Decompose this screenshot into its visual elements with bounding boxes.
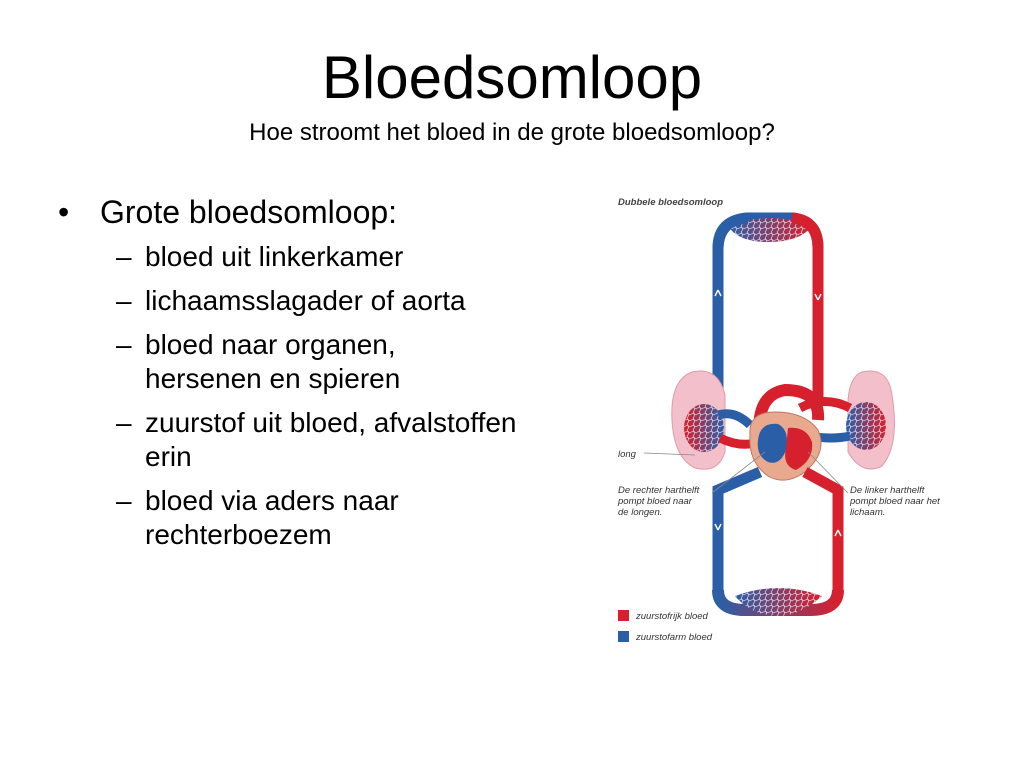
right-heart-label-line-1: De rechter harthelft: [618, 485, 700, 496]
dash-mark: –: [116, 285, 132, 316]
bullet-content: [58, 190, 518, 562]
main-bullet-text: Grote bloedsomloop:: [100, 194, 398, 230]
slide-subtitle: Hoe stroomt het bloed in de grote bloedsomloop?: [249, 119, 775, 146]
dash-mark: –: [116, 485, 132, 516]
dash-mark: –: [116, 241, 132, 272]
slide-title: Bloedsomloop: [321, 44, 703, 111]
right-heart-label-line-2: pompt bloed naar: [618, 496, 692, 507]
lower-capillaries: [718, 472, 838, 616]
upper-capillaries: [718, 218, 818, 405]
left-heart-label-line-2: pompt bloed naar het: [850, 496, 940, 507]
sub-bullet-text: zuurstof uit bloed, afvalstoffen erin: [145, 407, 517, 472]
right-lung: [846, 371, 894, 469]
right-heart-label-line-3: de longen.: [618, 507, 663, 518]
legend-swatch-oxygen-rich: [618, 610, 629, 621]
legend-swatch-oxygen-poor: [618, 631, 629, 642]
legend-label-oxygen-rich: zuurstofrijk bloed: [636, 611, 708, 622]
sub-bullet-item: [116, 284, 518, 318]
sub-bullet-text: bloed naar organen, hersenen en spieren: [145, 329, 401, 394]
sub-bullet-text: lichaamsslagader of aorta: [145, 285, 466, 316]
diagram-title: Dubbele bloedsomloop: [618, 197, 724, 208]
main-bullet: [58, 190, 518, 234]
left-heart-label-line-3: lichaam.: [850, 507, 886, 518]
bullet-mark: •: [58, 194, 70, 230]
dash-mark: –: [116, 329, 132, 360]
lung-label: long: [618, 449, 636, 460]
legend: [618, 610, 713, 643]
sub-bullet-item: [116, 328, 518, 396]
sub-bullet-text: bloed via aders naar rechterboezem: [145, 485, 399, 550]
sub-bullet-item: [116, 240, 518, 274]
legend-label-oxygen-poor: zuurstofarm bloed: [636, 632, 713, 643]
sub-bullet-text: bloed uit linkerkamer: [145, 241, 404, 272]
circulation-svg: [600, 190, 980, 660]
sub-bullet-item: [116, 484, 518, 552]
sub-bullet-list: [116, 240, 518, 552]
dash-mark: –: [116, 407, 132, 438]
circulation-diagram: [600, 190, 980, 660]
sub-bullet-item: [116, 406, 518, 474]
left-heart-label-line-1: De linker harthelft: [850, 485, 925, 496]
